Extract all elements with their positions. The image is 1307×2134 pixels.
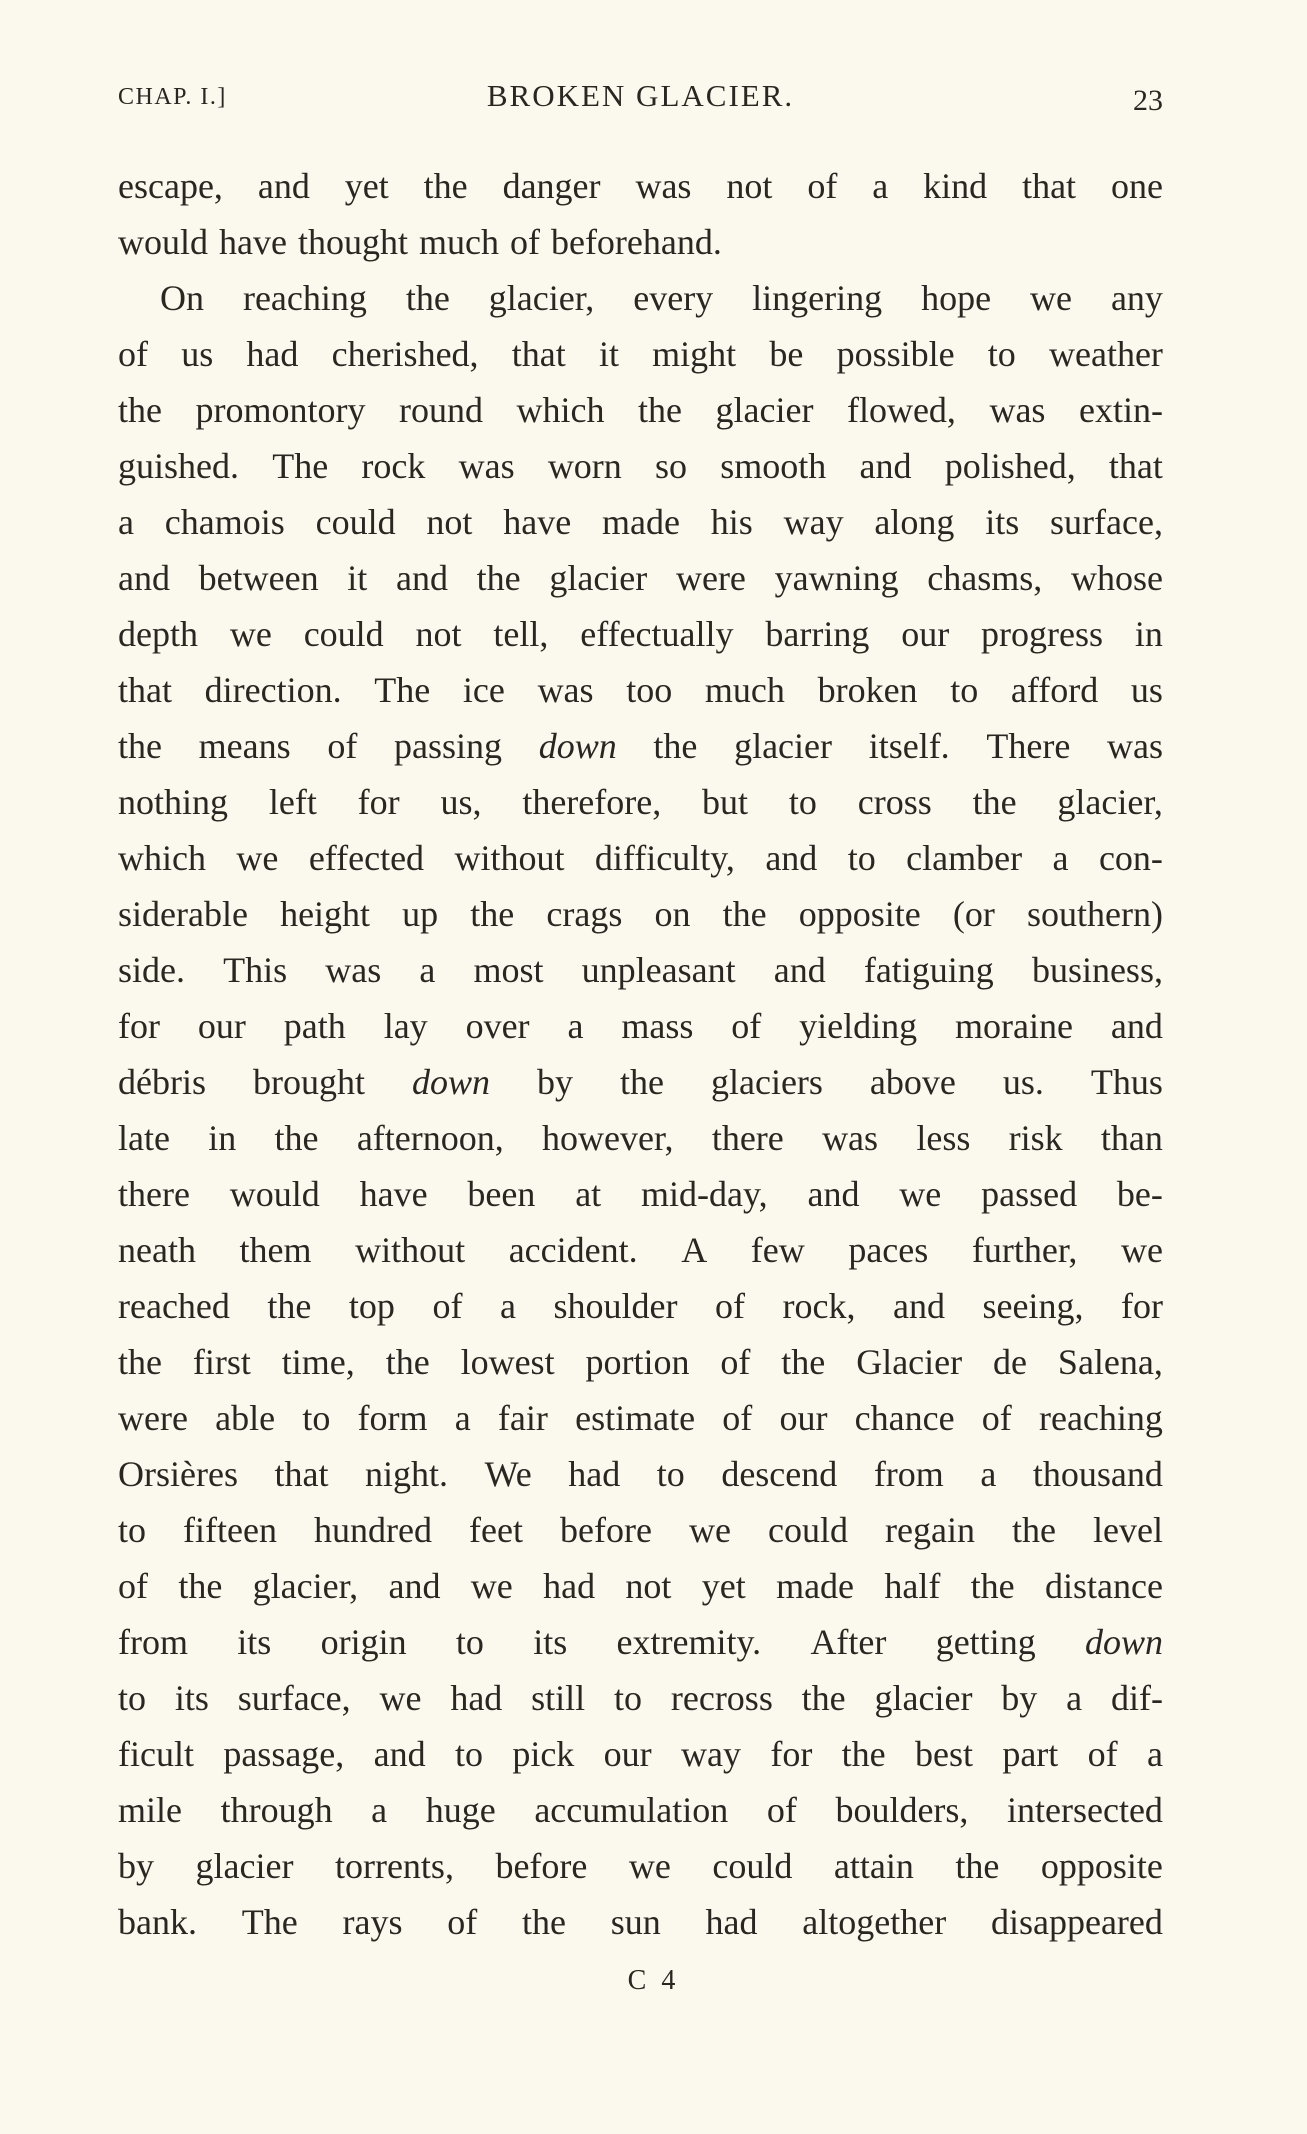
text-line: neath them without accident. A few paces further, we [118, 1230, 1163, 1270]
text-line: to fifteen hundred feet before we could regain the level [118, 1510, 1163, 1550]
text-line: siderable height up the crags on the opposite (or southern) [118, 894, 1163, 934]
text-line: to its surface, we had still to recross the glacier by a dif- [118, 1678, 1163, 1718]
text-line: Orsières that night. We had to descend from a thousand [118, 1454, 1163, 1494]
page-title: BROKEN GLACIER. [486, 78, 795, 113]
text-line: On reaching the glacier, every lingering hope we any [160, 278, 1163, 318]
text-line: the means of passing down the glacier itself. There was [118, 726, 1163, 766]
text-line: mile through a huge accumulation of boulders, intersected [118, 1790, 1163, 1830]
text-line: escape, and yet the danger was not of a kind that one [118, 166, 1163, 206]
text-line: a chamois could not have made his way along its surface, [118, 502, 1163, 542]
text-line: of the glacier, and we had not yet made half the distance [118, 1566, 1163, 1606]
running-head [118, 78, 1163, 122]
text-line: by glacier torrents, before we could attain the opposite [118, 1846, 1163, 1886]
text-line: which we effected without difficulty, and to clamber a con- [118, 838, 1163, 878]
text-line: the first time, the lowest portion of the Glacier de Salena, [118, 1342, 1163, 1382]
text-line: reached the top of a shoulder of rock, and seeing, for [118, 1286, 1163, 1326]
text-line: would have thought much of beforehand. [118, 222, 722, 262]
text-line: débris brought down by the glaciers above us. Thus [118, 1062, 1163, 1102]
chapter-label: CHAP. I.] [118, 84, 227, 110]
text-line: that direction. The ice was too much broken to afford us [118, 670, 1163, 710]
text-line: from its origin to its extremity. After getting down [118, 1622, 1163, 1662]
text-line: late in the afternoon, however, there was less risk than [118, 1118, 1163, 1158]
page-number: 23 [1133, 84, 1163, 117]
text-line: nothing left for us, therefore, but to cross the glacier, [118, 782, 1163, 822]
text-line: there would have been at mid-day, and we passed be- [118, 1174, 1163, 1214]
signature-mark: C 4 [627, 1965, 680, 1996]
text-line: the promontory round which the glacier flowed, was extin- [118, 390, 1163, 430]
text-line: of us had cherished, that it might be possible to weather [118, 334, 1163, 374]
text-line: side. This was a most unpleasant and fatiguing business, [118, 950, 1163, 990]
text-line: were able to form a fair estimate of our chance of reaching [118, 1398, 1163, 1438]
text-line: guished. The rock was worn so smooth and polished, that [118, 446, 1163, 486]
body-text [118, 158, 1163, 1950]
text-line: ficult passage, and to pick our way for the best part of a [118, 1734, 1163, 1774]
text-line: for our path lay over a mass of yielding moraine and [118, 1006, 1163, 1046]
text-line: and between it and the glacier were yawning chasms, whose [118, 558, 1163, 598]
text-line: bank. The rays of the sun had altogether disappeared [118, 1902, 1163, 1942]
text-line: depth we could not tell, effectually barring our progress in [118, 614, 1163, 654]
